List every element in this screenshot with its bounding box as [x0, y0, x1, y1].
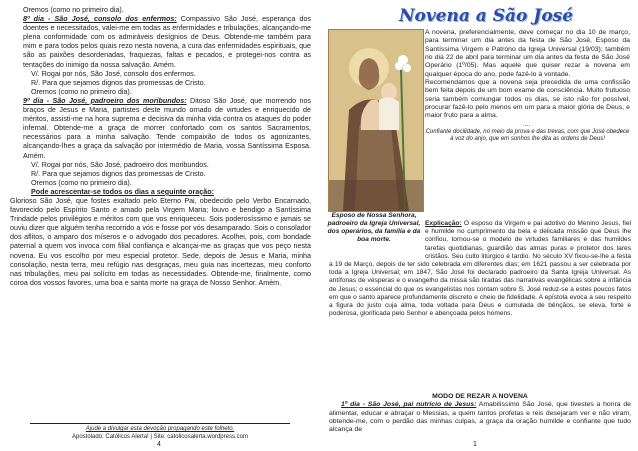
day8-text: Compassivo São José, esperança dos doentes e necessitados, valei-me em todas as enfermidades e tribulações, alcançando-me plena conformidade com os admiráveis desígnios de Deus. Obtende-me também para mim e para todos pelos quais rezo nesta novena, a cura das enfermidades espirituais, que são as paixões desordenadas, fraquezas, faltas e pecados, e protegei-nos contra as tentações do inimigo da nossa salvação. Amém. [23, 15, 311, 69]
paragraph: Oremos (como no primeiro dia). [31, 178, 132, 187]
intro-paragraph-2: Recomendamos que a novena seja precedida de uma confissão bem feita depois de um bom exame de consciência. Muito frutuoso seria também comungar todos os dias, se isto não for possível, procurar fazê-lo pelo menos em um para a maior glória de Deus, e maior fruto para a alma. [425, 79, 630, 120]
intro-paragraph-1: A novena, preferencialmente, deve começar no dia 10 de março, para terminar um dia antes da festa de São José, Esposo da Santíssima Virgem e Patrono da Igreja Universal (19/03); também no dia 22 de abril para terminar um dia antes da festa de São José Operário (1º/05). Mas aquele que quiser rezar a novena em qualquer época do ano, pode fazê-lo à vontade. [425, 29, 630, 78]
day9-label: 9º dia - São José, padroeiro dos moribundos: [23, 96, 187, 105]
quote: Confiante docilidade, no meio da prova e das trevas, com que José obedece à voz do anjo, que em sonhos lhe dita as ordens de Deus! [425, 129, 630, 143]
day1-text: Amabilíssimo São José, que tivestes a honra de alimentar, educar e abraçar o Messias, a quem tantos profetas e reis desejaram ver e não viram, obtende-me, com o perdão das minhas culpas, a graça da oração humilde e confiante que tudo alcança de [329, 401, 631, 434]
page-number: 4 [157, 441, 161, 448]
day9-prayer [10, 97, 311, 161]
daily-prayer: Glorioso São José, que fostes exaltado pelo Eterno Pai, obedecido pelo Verbo Encarnado, favorecido pelo Espírito Santo e amado pela Virgem Maria; louvo e bendigo a Santíssima Trindade pelos privilégios e méritos com que vos enriqueceu. Sois poderosíssimo e jamais se ouviu dizer que alguém tenha recorrido a vós e fosse por vós desamparado. Sois o consolador dos aflitos, o amparo dos míseros e o advogado dos pecadores. Acolhei, pois, com bondade paternal a quem vos invoca com filial confiança e alcançai-me as graças que vos peço nesta novena. Eu vos escolho por meu especial protetor. Sede, depois de Jesus e Maria, minha consolação, nesta terra, meu refúgio nas desgraças, meu guia nas incertezas, meu conforto nas tribulações, meu pai solícito em todas as necessidades. Obtende-me, finalmente, como coroa dos vossos favores, uma boa e santa morte na graça de Nosso Senhor. Amém. [10, 196, 311, 287]
footer-divider [30, 423, 290, 424]
day9-text: Ditoso São José, que morrendo nos braços de Jesus e Maria, partistes deste mundo ornado de virtudes e enriquecido de méritos, assisti-me na hora suprema e decisiva da minha vida contra os ataques do poder infernal. Obtende-me a graça de morrer confortado com os santos Sacramentos, necessários para a minha salvação. Tende compaixão de todos os agonizantes, alcançando-lhes a graça da salvação por intermédio de Maria, vossa Santíssima Esposa. Amém. [23, 96, 311, 160]
footer [30, 423, 290, 441]
paragraph: Oremos (como no primeiro dia). [23, 6, 124, 14]
saint-joseph-image [328, 29, 424, 212]
day8-label: 8º dia - São José, consolo dos enfermos: [23, 15, 177, 24]
footer-line-1: Ajude a divulgar esta devoção propagando este folheto. [85, 426, 235, 432]
explanation-text: O esposo da Virgem e pai adotivo do Menino Jesus, fiel e humilde no cumprimento da bela e delicada missão que Deus lhe confiou, tornou-se o modelo de virtudes familiares e das humildes tarefas quotidianas, guardião das almas puras e protetor dos lares cristãos. Seu culto litúrgico é tardio. No século XV fixou-se-lhe a festa a 19 de Março, depois de ter sido celebrada em diferentes dias; em 1621 passou a ser celebrada por toda a Igreja Universal; em 1847, São José foi declarado padroeiro da Santa Igreja Universal. As antífonas de vésperas e o evangelho da missa são tiradas das narrativas evangélicas sobre a infância de Jesus; o essencial do que os evangelistas nos contam sobre S. José reduz-se a estes poucos fatos em que o santo aparece profundamente discreto e cheio de fidelidade. A epístola evoca a seu respeito a figura do justo cuja alma, toda voltada para Deus e cumulada de bênçãos, se eleva, forte e poderosa, glorificada pelo Senhor e abençoada pelos homens. [329, 220, 631, 318]
day1-label: 1º dia - São José, pai nutrício de Jesus: [341, 401, 477, 409]
versicle: V/. Rogai por nós, São José, padroeiro dos moribundos. [31, 160, 209, 169]
page-number-right: 1 [473, 441, 477, 448]
image-caption: Esposo de Nossa Senhora, padroeiro da Igreja Universal, dos operários, da família e da boa morte. [327, 212, 421, 244]
intro-column [425, 29, 630, 144]
response: R/. Para que sejamos dignos das promessas de Cristo. [31, 169, 206, 178]
response: R/. Para que sejamos dignos das promessas de Cristo. [31, 78, 206, 87]
footer-line-2: Apostolado: Católicos Alerta! | Site: catolicosalerta.wordpress.com [72, 434, 248, 440]
daily-prayer-heading [10, 188, 311, 197]
saint-joseph-illustration [329, 30, 423, 211]
explanation-intro [329, 220, 631, 318]
paragraph: Oremos (como no primeiro dia). [31, 87, 132, 96]
versicle: V/. Rogai por nós, São José, consolo dos enfermos. [31, 69, 196, 78]
method-heading: MODO DE REZAR A NOVENA [432, 393, 528, 400]
daily-prayer-heading-text: Pode acrescentar-se todos os dias a seguinte oração: [31, 187, 214, 196]
float-spacer [329, 220, 425, 254]
day8-prayer [10, 15, 311, 70]
separator: ... [524, 120, 531, 128]
day1-prayer [329, 401, 631, 434]
explanation-label: Explicação: [425, 220, 462, 227]
method-section [329, 393, 631, 435]
page-title: Novena a São José [398, 6, 574, 26]
